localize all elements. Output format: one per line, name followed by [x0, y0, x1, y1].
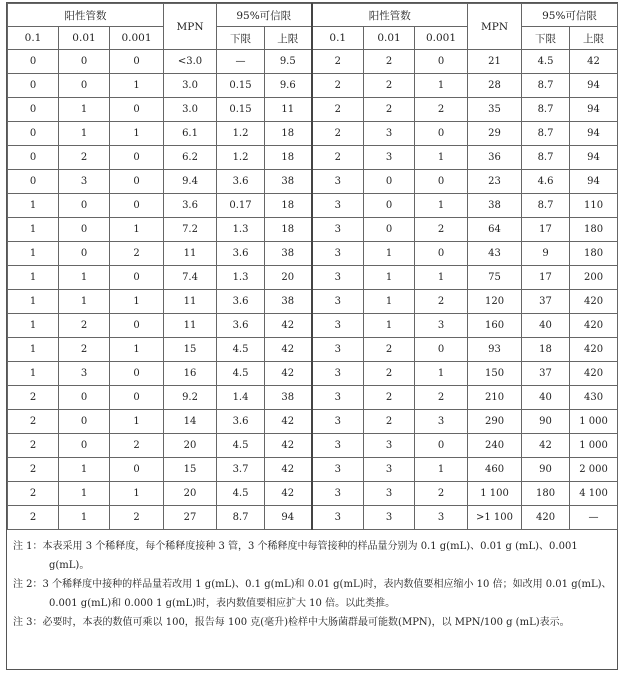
dilution-header: 0.001 — [415, 27, 468, 50]
table-cell: 6.1 — [164, 122, 217, 146]
table-cell: 3.6 — [217, 314, 265, 338]
table-cell: 20 — [164, 482, 217, 506]
table-cell: 14 — [164, 410, 217, 434]
table-cell: 3 — [312, 362, 364, 386]
table-cell: 2 — [364, 386, 415, 410]
table-cell: 0 — [364, 194, 415, 218]
table-cell: 0.17 — [217, 194, 265, 218]
table-cell: 18 — [265, 194, 312, 218]
table-cell: 1 — [59, 122, 110, 146]
table-cell: 2 — [8, 506, 59, 530]
table-cell: 94 — [265, 506, 312, 530]
table-cell: 9.6 — [265, 74, 312, 98]
table-cell: 18 — [265, 146, 312, 170]
notes-section — [13, 537, 613, 632]
table-cell: 420 — [570, 290, 618, 314]
table-cell: 0.15 — [217, 98, 265, 122]
mpn-header-right: MPN — [468, 4, 522, 50]
table-cell: 3 — [415, 314, 468, 338]
table-cell: 1 — [59, 290, 110, 314]
table-cell: 1 — [415, 146, 468, 170]
table-cell: 16 — [164, 362, 217, 386]
table-cell: 90 — [522, 458, 570, 482]
table-cell: 94 — [570, 122, 618, 146]
table-cell: 2 — [8, 410, 59, 434]
table-cell: 1.4 — [217, 386, 265, 410]
table-body — [8, 50, 618, 530]
table-row — [8, 338, 618, 362]
table-cell: 0 — [110, 266, 164, 290]
table-cell: 37 — [522, 290, 570, 314]
dilution-header: 0.1 — [312, 27, 364, 50]
table-cell: 2 — [110, 506, 164, 530]
table-cell: 3.0 — [164, 74, 217, 98]
table-cell: 240 — [468, 434, 522, 458]
table-cell: 38 — [265, 386, 312, 410]
table-cell: 42 — [265, 362, 312, 386]
table-cell: 0 — [110, 194, 164, 218]
table-cell: 1 — [59, 506, 110, 530]
table-cell: 94 — [570, 98, 618, 122]
table-cell: 38 — [468, 194, 522, 218]
table-cell: 23 — [468, 170, 522, 194]
table-cell: 3 — [59, 170, 110, 194]
table-cell: 3 — [312, 434, 364, 458]
table-cell: 8.7 — [522, 146, 570, 170]
table-cell: 2 — [8, 434, 59, 458]
table-cell: 2 — [110, 242, 164, 266]
table-cell: 7.4 — [164, 266, 217, 290]
table-cell: 3 — [312, 194, 364, 218]
mpn-header-left: MPN — [164, 4, 217, 50]
table-cell: 40 — [522, 386, 570, 410]
table-cell: 0 — [364, 218, 415, 242]
table-cell: 3 — [312, 482, 364, 506]
table-cell: 2 — [312, 98, 364, 122]
table-cell: 1 — [59, 266, 110, 290]
table-cell: 7.2 — [164, 218, 217, 242]
table-cell: 2 — [364, 74, 415, 98]
table-cell: 3 — [312, 242, 364, 266]
table-cell: 290 — [468, 410, 522, 434]
table-cell: 9.5 — [265, 50, 312, 74]
table-cell: 1 — [8, 362, 59, 386]
table-cell: 1 — [8, 266, 59, 290]
table-cell: 0 — [59, 50, 110, 74]
table-cell: 420 — [570, 338, 618, 362]
upper-limit-header: 上限 — [265, 27, 312, 50]
table-cell: 1 — [415, 458, 468, 482]
table-cell: 3.6 — [217, 242, 265, 266]
table-cell: 120 — [468, 290, 522, 314]
table-cell: 38 — [265, 170, 312, 194]
table-cell: 38 — [265, 242, 312, 266]
table-cell: 160 — [468, 314, 522, 338]
dilution-header: 0.1 — [8, 27, 59, 50]
table-cell: 0 — [415, 434, 468, 458]
table-row — [8, 194, 618, 218]
table-row — [8, 146, 618, 170]
table-row — [8, 434, 618, 458]
table-cell: 0 — [110, 98, 164, 122]
table-cell: 2 — [59, 338, 110, 362]
table-cell: 15 — [164, 458, 217, 482]
table-cell: 3 — [312, 386, 364, 410]
table-cell: 200 — [570, 266, 618, 290]
table-cell: 75 — [468, 266, 522, 290]
table-cell: 3 — [312, 338, 364, 362]
table-cell: 42 — [522, 434, 570, 458]
table-cell: 1 — [59, 98, 110, 122]
table-cell: 0 — [59, 194, 110, 218]
positive-tubes-header-right: 阳性管数 — [312, 4, 468, 27]
table-cell: 9 — [522, 242, 570, 266]
table-cell: <3.0 — [164, 50, 217, 74]
table-cell: 20 — [164, 434, 217, 458]
table-cell: 420 — [570, 314, 618, 338]
table-cell: 3 — [312, 506, 364, 530]
table-cell: 1 — [110, 290, 164, 314]
table-cell: 93 — [468, 338, 522, 362]
table-cell: 18 — [265, 218, 312, 242]
table-cell: 3 — [364, 482, 415, 506]
table-cell: 420 — [522, 506, 570, 530]
table-cell: 42 — [265, 410, 312, 434]
table-cell: 3 — [415, 506, 468, 530]
table-cell: 2 — [312, 122, 364, 146]
table-cell: 4 100 — [570, 482, 618, 506]
table-cell: 0 — [59, 410, 110, 434]
table-cell: 0 — [415, 242, 468, 266]
table-cell: 1 000 — [570, 410, 618, 434]
table-cell: 20 — [265, 266, 312, 290]
table-cell: 4.5 — [217, 434, 265, 458]
table-cell: 0 — [8, 50, 59, 74]
table-cell: 17 — [522, 266, 570, 290]
table-cell: 2 — [110, 434, 164, 458]
table-cell: 2 — [8, 482, 59, 506]
table-row — [8, 98, 618, 122]
table-cell: 1 — [415, 266, 468, 290]
table-row — [8, 410, 618, 434]
table-cell: 0 — [8, 122, 59, 146]
table-cell: 1.3 — [217, 266, 265, 290]
ci-header-right: 95%可信限 — [522, 4, 618, 27]
table-cell: 1 — [8, 314, 59, 338]
table-cell: 0 — [8, 146, 59, 170]
table-row — [8, 290, 618, 314]
table-cell: 1 — [59, 482, 110, 506]
table-row — [8, 266, 618, 290]
table-row — [8, 170, 618, 194]
table-cell: 2 — [364, 50, 415, 74]
table-cell: 1 — [364, 266, 415, 290]
table-cell: 64 — [468, 218, 522, 242]
header-row-1 — [8, 4, 618, 27]
table-row — [8, 386, 618, 410]
table-row — [8, 218, 618, 242]
table-cell: 4.5 — [217, 338, 265, 362]
table-cell: 28 — [468, 74, 522, 98]
table-cell: 1 — [364, 314, 415, 338]
table-cell: 3 — [312, 290, 364, 314]
table-cell: 3 — [312, 170, 364, 194]
table-row — [8, 482, 618, 506]
table-cell: 37 — [522, 362, 570, 386]
table-cell: 8.7 — [522, 74, 570, 98]
table-cell: 3 — [59, 362, 110, 386]
dilution-header: 0.01 — [364, 27, 415, 50]
table-cell: 1 — [110, 74, 164, 98]
table-cell: 3 — [415, 410, 468, 434]
table-cell: 1.3 — [217, 218, 265, 242]
table-cell: 1.2 — [217, 146, 265, 170]
table-cell: 27 — [164, 506, 217, 530]
table-cell: 3 — [364, 458, 415, 482]
note-3: 注 3：必要时，本表的数值可乘以 100，报告每 100 克(毫升)检样中大肠菌群最可能数(MPN)，以 MPN/100 g (mL)表示。 — [13, 617, 570, 628]
mpn-table-document — [6, 2, 618, 670]
table-cell: 3 — [364, 146, 415, 170]
table-cell: 42 — [265, 458, 312, 482]
table-cell: 0 — [59, 242, 110, 266]
table-cell: 40 — [522, 314, 570, 338]
table-cell: 4.6 — [522, 170, 570, 194]
table-cell: 11 — [164, 290, 217, 314]
table-cell: — — [570, 506, 618, 530]
table-cell: 2 — [59, 146, 110, 170]
note-2: 注 2：3 个稀释度中接种的样品量若改用 1 g(mL)、0.1 g(mL)和 0.01 g(mL)时，表内数值要相应缩小 10 倍；如改用 0.01 g(mL)、0.001 g(mL)和 0.000 1 g(mL)时，表内数值要相应扩大 10 倍。以此类推。 — [13, 579, 612, 609]
table-cell: 1 — [8, 218, 59, 242]
table-cell: 36 — [468, 146, 522, 170]
table-cell: 2 — [8, 458, 59, 482]
table-row — [8, 362, 618, 386]
table-cell: 8.7 — [522, 122, 570, 146]
table-cell: 1 — [8, 194, 59, 218]
table-cell: 90 — [522, 410, 570, 434]
table-cell: 15 — [164, 338, 217, 362]
table-cell: 94 — [570, 170, 618, 194]
table-cell: 18 — [522, 338, 570, 362]
table-cell: 21 — [468, 50, 522, 74]
table-cell: 2 — [364, 98, 415, 122]
table-cell: 42 — [265, 434, 312, 458]
table-cell: 150 — [468, 362, 522, 386]
table-cell: 1 — [364, 290, 415, 314]
table-cell: 1 — [59, 458, 110, 482]
table-cell: 0 — [415, 338, 468, 362]
table-row — [8, 314, 618, 338]
table-cell: 0 — [8, 170, 59, 194]
table-row — [8, 74, 618, 98]
table-cell: 110 — [570, 194, 618, 218]
table-cell: 3 — [312, 410, 364, 434]
table-cell: 0 — [415, 170, 468, 194]
table-cell: 430 — [570, 386, 618, 410]
table-cell: 1 — [364, 242, 415, 266]
table-cell: 3.6 — [217, 410, 265, 434]
table-cell: 460 — [468, 458, 522, 482]
table-cell: 1 — [415, 74, 468, 98]
table-cell: 180 — [570, 242, 618, 266]
dilution-header: 0.01 — [59, 27, 110, 50]
table-cell: 210 — [468, 386, 522, 410]
lower-limit-header: 下限 — [217, 27, 265, 50]
table-cell: 8.7 — [522, 194, 570, 218]
table-cell: 42 — [570, 50, 618, 74]
table-cell: 0 — [59, 74, 110, 98]
table-cell: 0 — [8, 98, 59, 122]
table-row — [8, 242, 618, 266]
table-cell: 2 — [415, 482, 468, 506]
table-cell: 18 — [265, 122, 312, 146]
lower-limit-header: 下限 — [522, 27, 570, 50]
table-cell: 2 — [312, 146, 364, 170]
table-cell: 1 100 — [468, 482, 522, 506]
table-row — [8, 458, 618, 482]
table-cell: 420 — [570, 362, 618, 386]
positive-tubes-header-left: 阳性管数 — [8, 4, 164, 27]
table-cell: 3.7 — [217, 458, 265, 482]
table-cell: 1 — [110, 482, 164, 506]
table-cell: 1 — [110, 410, 164, 434]
table-cell: — — [217, 50, 265, 74]
dilution-header: 0.001 — [110, 27, 164, 50]
table-cell: 11 — [164, 242, 217, 266]
table-cell: 35 — [468, 98, 522, 122]
table-row — [8, 122, 618, 146]
table-row — [8, 50, 618, 74]
table-cell: 0 — [110, 50, 164, 74]
table-cell: 0 — [110, 170, 164, 194]
table-cell: 2 — [415, 98, 468, 122]
mpn-table — [7, 3, 618, 530]
table-cell: 29 — [468, 122, 522, 146]
table-cell: 2 — [312, 74, 364, 98]
table-cell: 2 — [364, 362, 415, 386]
table-cell: 1 — [415, 362, 468, 386]
table-cell: 94 — [570, 146, 618, 170]
table-cell: 3.6 — [164, 194, 217, 218]
table-cell: 6.2 — [164, 146, 217, 170]
table-cell: 2 — [364, 410, 415, 434]
table-cell: 3.6 — [217, 290, 265, 314]
table-cell: 1 — [110, 218, 164, 242]
note-1: 注 1：本表采用 3 个稀释度，每个稀释度接种 3 管，3 个稀释度中每管接种的样品量分别为 0.1 g(mL)、0.01 g (mL)、0.001 g(mL)。 — [13, 541, 578, 571]
table-cell: 0 — [8, 74, 59, 98]
table-cell: 0 — [415, 122, 468, 146]
table-cell: 3 — [312, 218, 364, 242]
table-cell: 1.2 — [217, 122, 265, 146]
table-cell: 8.7 — [217, 506, 265, 530]
table-cell: 0 — [59, 386, 110, 410]
table-cell: 9.4 — [164, 170, 217, 194]
table-cell: 0 — [110, 362, 164, 386]
table-cell: 1 — [415, 194, 468, 218]
table-cell: 42 — [265, 482, 312, 506]
table-cell: 3 — [312, 266, 364, 290]
ci-header-left: 95%可信限 — [217, 4, 312, 27]
table-cell: 1 — [8, 338, 59, 362]
table-cell: 1 — [110, 338, 164, 362]
table-cell: 3 — [312, 314, 364, 338]
table-cell: 1 — [110, 122, 164, 146]
table-cell: 11 — [265, 98, 312, 122]
table-cell: 0 — [110, 314, 164, 338]
table-cell: 0.15 — [217, 74, 265, 98]
table-cell: 2 — [364, 338, 415, 362]
table-cell: 0 — [59, 434, 110, 458]
table-cell: 2 — [415, 290, 468, 314]
table-cell: 43 — [468, 242, 522, 266]
table-cell: 3 — [312, 458, 364, 482]
upper-limit-header: 上限 — [570, 27, 618, 50]
table-cell: 38 — [265, 290, 312, 314]
table-cell: 2 — [312, 50, 364, 74]
table-cell: >1 100 — [468, 506, 522, 530]
table-cell: 3.0 — [164, 98, 217, 122]
table-cell: 0 — [110, 386, 164, 410]
table-row — [8, 506, 618, 530]
table-cell: 180 — [570, 218, 618, 242]
table-cell: 42 — [265, 314, 312, 338]
table-cell: 3 — [364, 434, 415, 458]
table-cell: 3 — [364, 122, 415, 146]
table-cell: 1 000 — [570, 434, 618, 458]
header-row-2 — [8, 27, 618, 50]
table-cell: 0 — [110, 146, 164, 170]
table-cell: 8.7 — [522, 98, 570, 122]
table-cell: 11 — [164, 314, 217, 338]
table-cell: 4.5 — [522, 50, 570, 74]
table-cell: 4.5 — [217, 362, 265, 386]
table-cell: 1 — [8, 290, 59, 314]
table-cell: 0 — [415, 50, 468, 74]
table-cell: 2 — [8, 386, 59, 410]
table-cell: 3 — [364, 506, 415, 530]
table-cell: 2 — [415, 218, 468, 242]
table-cell: 0 — [59, 218, 110, 242]
table-cell: 94 — [570, 74, 618, 98]
table-cell: 1 — [8, 242, 59, 266]
table-cell: 9.2 — [164, 386, 217, 410]
table-cell: 4.5 — [217, 482, 265, 506]
table-cell: 2 000 — [570, 458, 618, 482]
table-cell: 2 — [415, 386, 468, 410]
table-cell: 42 — [265, 338, 312, 362]
table-cell: 0 — [364, 170, 415, 194]
table-cell: 17 — [522, 218, 570, 242]
table-cell: 0 — [110, 458, 164, 482]
table-cell: 3.6 — [217, 170, 265, 194]
table-cell: 180 — [522, 482, 570, 506]
table-cell: 2 — [59, 314, 110, 338]
